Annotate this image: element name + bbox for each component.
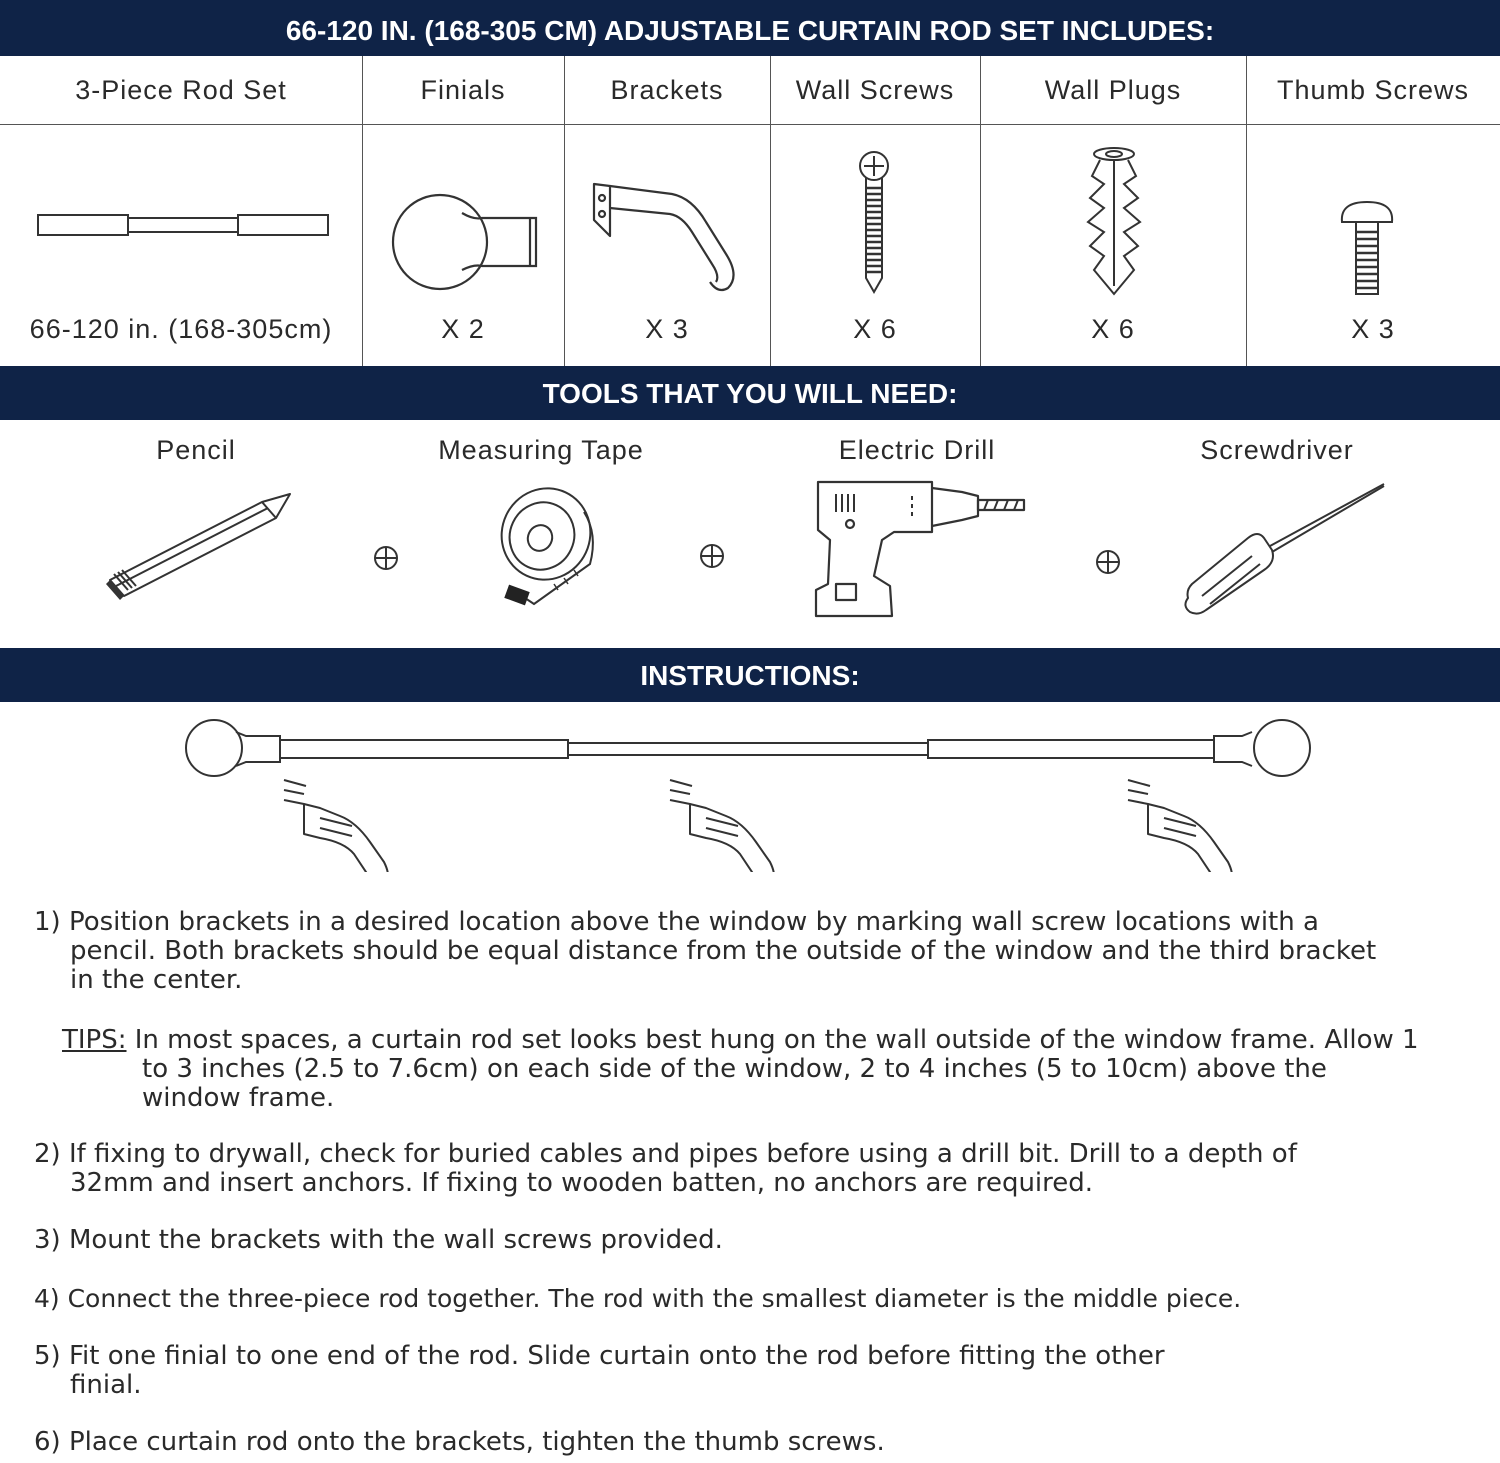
plus-icon [1094, 548, 1122, 581]
parts-table [0, 56, 1500, 366]
part-name-wall-plugs: Wall Plugs [1044, 75, 1182, 105]
table-divider [0, 124, 1500, 125]
tools-banner: TOOLS THAT YOU WILL NEED: [0, 366, 1500, 420]
tool-name-measuring-tape: Measuring Tape [438, 435, 644, 465]
wall-plug-icon [980, 136, 1246, 304]
tips [62, 1026, 1422, 1113]
tool-name-electric-drill: Electric Drill [838, 435, 996, 465]
step-2 [34, 1140, 1374, 1198]
part-name-finials: Finials [420, 75, 506, 105]
step-4 [34, 1284, 1474, 1313]
step-text: 6) Place curtain rod onto the brackets, tighten the thumb screws. [34, 1427, 885, 1457]
part-qty-finials: X 2 [441, 314, 485, 344]
step-5 [34, 1342, 1214, 1400]
finial-icon [362, 136, 564, 304]
step-text: 2) If fixing to drywall, check for buried cables and pipes before using a drill bit. Drill to a depth of 32mm and insert anchors. If fixing to wooden batten, no anchors are required. [34, 1139, 1297, 1198]
wall-screw-icon [770, 136, 980, 304]
bracket-icon [564, 136, 770, 304]
plus-icon [698, 542, 726, 575]
part-name-wall-screws: Wall Screws [795, 75, 955, 105]
step-text: 3) Mount the brackets with the wall screws provided. [34, 1225, 723, 1255]
tips-body: In most spaces, a curtain rod set looks best hung on the wall outside of the window frame. Allow 1 to 3 inches (2.5 to 7.6cm) on each side of the window, 2 to 4 inches (5 to 10cm) above the window frame. [134, 1025, 1419, 1113]
step-text: 4) Connect the three-piece rod together. The rod with the smallest diameter is the middle piece. [34, 1284, 1242, 1313]
part-qty-thumb-screws: X 3 [1351, 314, 1395, 344]
tips-label: TIPS: [62, 1025, 127, 1055]
step-3 [34, 1226, 1474, 1255]
step-text: 5) Fit one finial to one end of the rod. Slide curtain onto the rod before fitting the other finial. [34, 1341, 1165, 1400]
thumb-screw-icon [1246, 136, 1500, 304]
step-text: 1) Position brackets in a desired location above the window by marking wall screw locations with a pencil. Both brackets should be equal distance from the outside of the window and the third bracket in the center. [34, 907, 1377, 995]
plus-icon [372, 544, 400, 577]
part-name-thumb-screws: Thumb Screws [1276, 75, 1470, 105]
tool-name-screwdriver: Screwdriver [1200, 435, 1354, 465]
electric-drill-icon [812, 476, 1032, 627]
part-name-rod-set: 3-Piece Rod Set [75, 75, 287, 105]
includes-banner: 66-120 IN. (168-305 CM) ADJUSTABLE CURTAIN ROD SET INCLUDES: [0, 0, 1500, 56]
tips-text [62, 1026, 1422, 1113]
part-qty-brackets: X 3 [645, 314, 689, 344]
part-qty-rod-set: 66-120 in. (168-305cm) [29, 314, 333, 344]
assembly-diagram [180, 712, 1320, 877]
tool-name-pencil: Pencil [156, 435, 236, 465]
pencil-icon [104, 488, 304, 615]
rod-icon [0, 136, 362, 304]
measuring-tape-icon [494, 484, 604, 619]
step-6 [34, 1428, 1474, 1457]
part-qty-wall-plugs: X 6 [1091, 314, 1135, 344]
part-name-brackets: Brackets [610, 75, 724, 105]
step-1 [34, 908, 1404, 995]
part-qty-wall-screws: X 6 [853, 314, 897, 344]
screwdriver-icon [1180, 480, 1390, 625]
instructions-banner: INSTRUCTIONS: [0, 648, 1500, 702]
